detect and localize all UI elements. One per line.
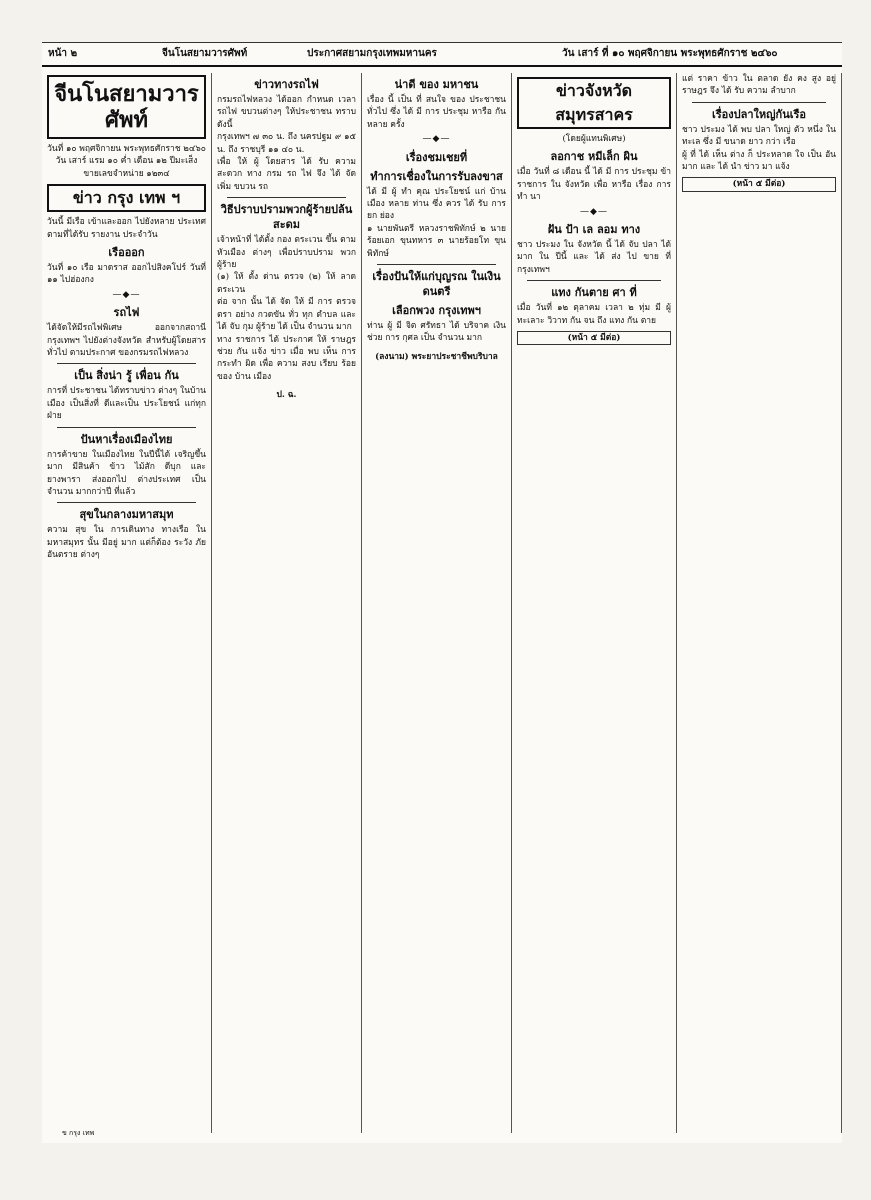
article-paragraph: เมื่อ วันที่ ๑๒ ตุลาคม เวลา ๒ ทุ่ม มี ผู้ ทะเลาะ วิวาท กัน จน ถึง แทง กัน ตาย <box>517 303 674 326</box>
article-paragraph: ๑ นายพันตรี หลวงราชพิทักษ์ ๒ นายร้อยเอก ขุนทหาร ๓ นายร้อยโท ขุนพิทักษ์ <box>367 223 506 259</box>
continued-note: (หน้า ๕ มีต่อ) <box>682 177 836 191</box>
article-heading: เรื่องปันให้แก่บุญรณ ในเงินดนตรี <box>372 270 501 299</box>
paper-title: จีนโนสยามวารศัพท์ <box>47 75 206 139</box>
divider-ornament: —◆— <box>580 206 608 217</box>
article-heading: น่าดี ของ มหาชน <box>394 78 479 91</box>
divider <box>692 102 826 103</box>
article-heading: รถไฟ <box>113 306 140 320</box>
divider <box>57 363 196 364</box>
column-5 <box>677 73 842 1133</box>
page-number: หน้า ๒ <box>48 48 78 59</box>
article-paragraph: ผู้ ที่ ได้ เห็น ต่าง ก็ ประหลาด ใจ เป็น อัน มาก และ ได้ นำ ข่าว มา แจ้ง <box>682 149 839 173</box>
article-heading: เรื่องชมเชยที่ <box>405 150 468 164</box>
article-paragraph: เจ้าหน้าที่ ได้ตั้ง กอง ตระเวน ขึ้น ตามหัวเมือง ต่างๆ เพื่อปราบปราม พวกผู้ร้าย <box>217 235 356 271</box>
article-signature: (ลงนาม) พระยาประชาชีพบริบาล <box>375 351 498 362</box>
issue-line-3: ขายเลขจำหน่าย ๑๒๓๔ <box>83 168 170 179</box>
article-signature: ป. ฉ. <box>276 390 297 401</box>
article-paragraph: ชาว ประมง ใน จังหวัด นี้ ได้ จับ ปลา ได้ มาก ใน ปีนี้ และ ได้ ส่ง ไป ขาย ที่ กรุงเทพฯ <box>517 240 674 275</box>
article-paragraph: ชาว ประมง ได้ พบ ปลา ใหญ่ ตัว หนึ่ง ใน ทะเล ซึ่ง มี ขนาด ยาว กว่า เรือ <box>682 124 839 148</box>
article-heading: เป็น สิ่งน่า รู้ เพื่อน กัน <box>74 369 179 383</box>
paper-name: จีนโนสยามวารศัพท์ <box>162 48 248 59</box>
section-heading: ข่าว กรุง เทพ ฯ <box>47 184 206 212</box>
article-paragraph: วันนี้ มีเรือ เข้าและออก ไปยังหลาย ประเทศ ตามที่ได้รับ รายงาน ประจำวัน <box>47 217 209 240</box>
article-heading: ข่าวจังหวัดสมุทรสาคร <box>517 77 671 129</box>
divider <box>527 280 661 281</box>
article-subheading: เลือกพวง กรุงเทพฯ <box>392 304 481 318</box>
article-paragraph: (๑) ให้ ตั้ง ด่าน ตรวจ (๒) ให้ ลาด ตระเวน <box>217 272 359 295</box>
article-paragraph: เมื่อ วันที่ ๘ เดือน นี้ ได้ มี การ ประชุม ข้า ราชการ ใน จังหวัด เพื่อ หารือ เรื่อง การ ทำ นา <box>517 167 674 203</box>
article-paragraph: ท่าน ผู้ มี จิต ศรัทธา ได้ บริจาค เงิน ช่วย การ กุศล เป็น จำนวน มาก <box>367 321 509 344</box>
divider <box>227 197 346 198</box>
article-paragraph: ต่อ จาก นั้น ได้ จัด ให้ มี การ ตรวจ ตรา อย่าง กวดขัน ทั่ว ทุก ตำบล และ ได้ จับ กุม ผู้ร้าย ได้ เป็น จำนวน มาก <box>217 297 359 333</box>
article-heading: วิธีปราบปรามพวกผู้ร้ายปล้นสะดม <box>220 203 353 232</box>
divider <box>57 427 196 428</box>
article-paragraph: ความ สุข ใน การเดินทาง ทางเรือ ในมหาสมุทร นั้น มีอยู่ มาก แต่ก็ต้อง ระวัง ภัย อันตราย ต่างๆ <box>47 525 209 561</box>
article-paragraph: เรื่อง นี้ เป็น ที่ สนใจ ของ ประชาชน ทั่วไป ซึ่ง ได้ มี การ ประชุม หารือ กัน หลาย ครั้ง <box>367 95 509 130</box>
article-heading: เรื่องปลาใหญ่กันเรือ <box>712 107 806 121</box>
article-paragraph: การค้าขาย ในเมืองไทย ในปีนี้ได้ เจริญขึ้นมาก มีสินค้า ข้าว ไม้สัก ดีบุก และ ยางพารา ส่งออกไป ต่างประเทศ เป็นจำนวน มากกว่าปี ที่แล้ว <box>47 449 209 497</box>
article-heading: ข่าวทางรถไฟ <box>254 78 319 91</box>
divider <box>57 502 196 503</box>
article-heading: ปันหาเรื่องเมืองไทย <box>80 432 173 446</box>
divider-ornament: —◆— <box>112 289 141 300</box>
footer-stamp: ข กรุง เทพ <box>62 1129 95 1137</box>
column-1 <box>42 73 212 1133</box>
newspaper-page <box>42 42 842 1143</box>
article-subheading: ทำการเชื่องในการรับลงขาส <box>370 169 503 183</box>
column-2 <box>212 73 362 1133</box>
issue-line-2: วัน เสาร์ แรม ๑๐ ค่ำ เดือน ๑๒ ปีมะเส็ง <box>55 156 198 167</box>
article-heading: ฝัน ป้า เล ลอม ทาง <box>547 223 641 237</box>
timetable: กรุงเทพฯ ๗ ๓๐ น. ถึง นครปฐม ๙ ๑๕ น. ถึง ราชบุรี ๑๑ ๔๐ น. <box>217 132 359 155</box>
article-paragraph: กรมรถไฟหลวง ได้ออก กำหนด เวลา รถไฟ ขบวนต่างๆ ให้ประชาชน ทราบ ดังนี้ <box>217 95 359 130</box>
article-paragraph: การที่ ประชาชน ได้ทราบข่าว ต่างๆ ในบ้านเมือง เป็นสิ่งที่ ดีและเป็น ประโยชน์ แก่ทุกฝ่าย <box>47 386 206 422</box>
article-byline: (โดยผู้แทนพิเศษ) <box>562 134 626 144</box>
divider-ornament: —◆— <box>422 134 451 145</box>
article-paragraph: แต่ ราคา ข้าว ใน ตลาด ยัง คง สูง อยู่ ราษฎร จึง ได้ รับ ความ ลำบาก <box>682 74 839 97</box>
article-heading: เรือออก <box>108 246 145 260</box>
article-paragraph: ได้จัดให้มีรถไฟพิเศษ ออกจากสถานีกรุงเทพฯ ไปยังต่างจังหวัด สำหรับผู้โดยสารทั่วไป ตามประกาศ ของกรมรถไฟหลวง <box>47 323 206 359</box>
article-heading: แทง กันตาย ศา ที่ <box>551 286 637 300</box>
issue-date: วัน เสาร์ ที่ ๑๐ พฤศจิกายน พระพุทธศักราช ๒๔๖๐ <box>562 48 778 59</box>
article-heading: สุขในกลางมหาสมุท <box>79 508 174 522</box>
article-subheading: ลอกาช หมีเล็ก ผิน <box>550 150 638 164</box>
article-paragraph: เพื่อ ให้ ผู้ โดยสาร ได้ รับ ความ สะดวก ทาง กรม รถ ไฟ จึง ได้ จัด เพิ่ม ขบวน รถ <box>217 157 359 192</box>
column-4 <box>512 73 677 1133</box>
paper-location: ประกาศสยามกรุงเทพมหานคร <box>307 48 437 59</box>
issue-line-1: วันที่ ๑๐ พฤศจิกายน พระพุทธศักราช ๒๔๖๐ <box>47 144 206 154</box>
continued-note: (หน้า ๕ มีต่อ) <box>517 331 671 345</box>
article-paragraph: ได้ มี ผู้ ทำ คุณ ประโยชน์ แก่ บ้าน เมือง หลาย ท่าน ซึ่ง ควร ได้ รับ การ ยก ย่อง <box>367 186 509 222</box>
column-3 <box>362 73 512 1133</box>
article-paragraph: ทาง ราชการ ได้ ประกาศ ให้ ราษฎร ช่วย กัน แจ้ง ข่าว เมื่อ พบ เห็น การ กระทำ ผิด เพื่อ ความ สงบ เรียบ ร้อย ของ บ้าน เมือง <box>217 334 359 382</box>
page-header <box>42 43 842 67</box>
divider <box>377 264 496 265</box>
article-paragraph: วันที่ ๑๐ เรือ มาดราส ออกไปสิงคโปร์ วันที่ ๑๑ ไปฮ่องกง <box>47 263 209 286</box>
